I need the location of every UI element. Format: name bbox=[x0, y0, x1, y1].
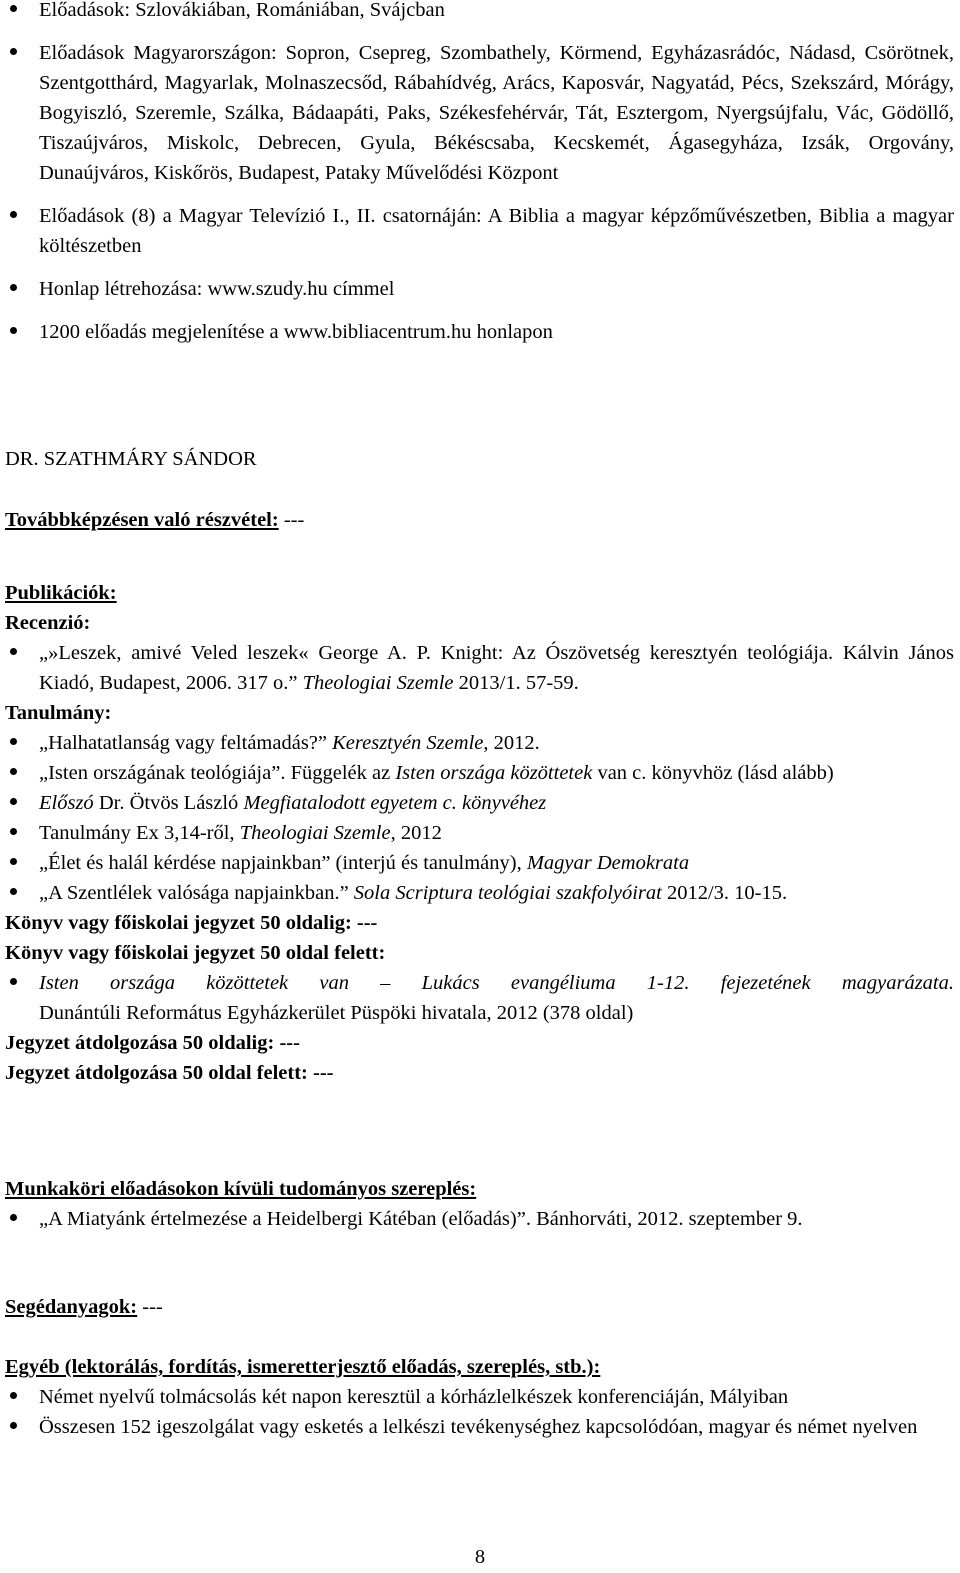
page-number: 8 bbox=[474, 1546, 486, 1568]
list-item: 1200 előadás megjelenítése a www.bibliacentrum.hu honlapon bbox=[5, 317, 954, 347]
list-item: Előszó Dr. Ötvös László Megfiatalodott egyetem c. könyvéhez bbox=[5, 788, 954, 818]
aids-label: Segédanyagok: bbox=[5, 1296, 138, 1318]
publications-heading: Publikációk: bbox=[5, 582, 117, 604]
book-under-50: Könyv vagy főiskolai jegyzet 50 oldalig: --- bbox=[5, 912, 378, 934]
book-title: Isten országa közöttetek van – Lukács evangéliuma 1-12. fejezetének magyarázata. bbox=[39, 972, 954, 994]
lectures-list bbox=[5, 0, 954, 347]
list-item: „Isten országának teológiája”. Függelék az Isten országa közöttetek van c. könyvhöz (lásd alább) bbox=[5, 758, 954, 788]
other-heading: Egyéb (lektorálás, fordítás, ismeretterjesztő előadás, szereplés, stb.): bbox=[5, 1356, 601, 1378]
person-name: DR. SZATHMÁRY SÁNDOR bbox=[5, 448, 257, 470]
other-list bbox=[5, 1382, 954, 1442]
aids-value: --- bbox=[137, 1296, 163, 1318]
list-item: „»Leszek, amivé Veled leszek« George A. P. Knight: Az Ószövetség keresztyén teológiája. Kálvin János Kiadó, Budapest, 2006. 317 o.” Theologiai Szemle 2013/1. 57-59. bbox=[5, 638, 954, 698]
list-item bbox=[5, 968, 954, 1028]
notes-over-50: Jegyzet átdolgozása 50 oldal felett: --- bbox=[5, 1062, 334, 1084]
lectures-block bbox=[5, 0, 954, 347]
list-item: Előadások (8) a Magyar Televízió I., II. csatornáján: A Biblia a magyar képzőművészetben, Biblia a magyar költészetben bbox=[5, 201, 954, 261]
scientific-list bbox=[5, 1204, 954, 1234]
training-line bbox=[5, 505, 954, 535]
list-item: „Halhatatlanság vagy feltámadás?” Keresztyén Szemle, 2012. bbox=[5, 728, 954, 758]
list-item: Előadások Magyarországon: Sopron, Csepreg, Szombathely, Körmend, Egyházasrádóc, Nádasd, Csörötnek, Szentgotthárd, Magyarlak, Molnaszecsőd, Rábahídvég, Arács, Kaposvár, Nagyatád, Pécs, Szekszárd, Mórágy, Bogyiszló, Szeremle, Szálka, Bádaapáti, Paks, Székesfehérvár, Tát, Esztergom, Nyergsújfalu, Vác, Gödöllő, Tiszaújváros, Miskolc, Debrecen, Gyula, Békéscsaba, Kecskemét, Ágasegyháza, Izsák, Orgovány, Dunaújváros, Kiskőrös, Budapest, Pataky Művelődési Központ bbox=[5, 38, 954, 188]
review-list bbox=[5, 638, 954, 698]
notes-under-50: Jegyzet átdolgozása 50 oldalig: --- bbox=[5, 1032, 300, 1054]
other-section bbox=[5, 1352, 954, 1442]
publications-section bbox=[5, 578, 954, 1088]
book-over-50: Könyv vagy főiskolai jegyzet 50 oldal felett: bbox=[5, 942, 386, 964]
list-item: Összesen 152 igeszolgálat vagy esketés a lelkészi tevékenységhez kapcsolódóan, magyar és német nyelven bbox=[5, 1412, 954, 1442]
list-item: „Élet és halál kérdése napjainkban” (interjú és tanulmány), Magyar Demokrata bbox=[5, 848, 954, 878]
list-item: Előadások: Szlovákiában, Romániában, Svájcban bbox=[5, 0, 954, 25]
review-heading: Recenzió: bbox=[5, 612, 91, 634]
scientific-section bbox=[5, 1174, 954, 1234]
list-item: „A Szentlélek valósága napjainkban.” Sola Scriptura teológiai szakfolyóirat 2012/3. 10-15. bbox=[5, 878, 954, 908]
aids-line bbox=[5, 1292, 954, 1322]
list-item: „A Miatyánk értelmezése a Heidelbergi Kátéban (előadás)”. Bánhorváti, 2012. szeptember 9. bbox=[5, 1204, 954, 1234]
scientific-heading: Munkaköri előadásokon kívüli tudományos szereplés: bbox=[5, 1178, 477, 1200]
list-item: Honlap létrehozása: www.szudy.hu címmel bbox=[5, 274, 954, 304]
list-item: Német nyelvű tolmácsolás két napon keresztül a kórházlelkészek konferenciáján, Mályiban bbox=[5, 1382, 954, 1412]
book-publisher: Dunántúli Református Egyházkerület Püspöki hivatala, 2012 (378 oldal) bbox=[39, 1002, 634, 1024]
book-list bbox=[5, 968, 954, 1028]
training-value: --- bbox=[278, 509, 305, 531]
study-heading: Tanulmány: bbox=[5, 702, 112, 724]
study-list bbox=[5, 728, 954, 908]
list-item: Tanulmány Ex 3,14-ről, Theologiai Szemle, 2012 bbox=[5, 818, 954, 848]
training-label: Továbbképzésen való részvétel: bbox=[5, 509, 279, 531]
